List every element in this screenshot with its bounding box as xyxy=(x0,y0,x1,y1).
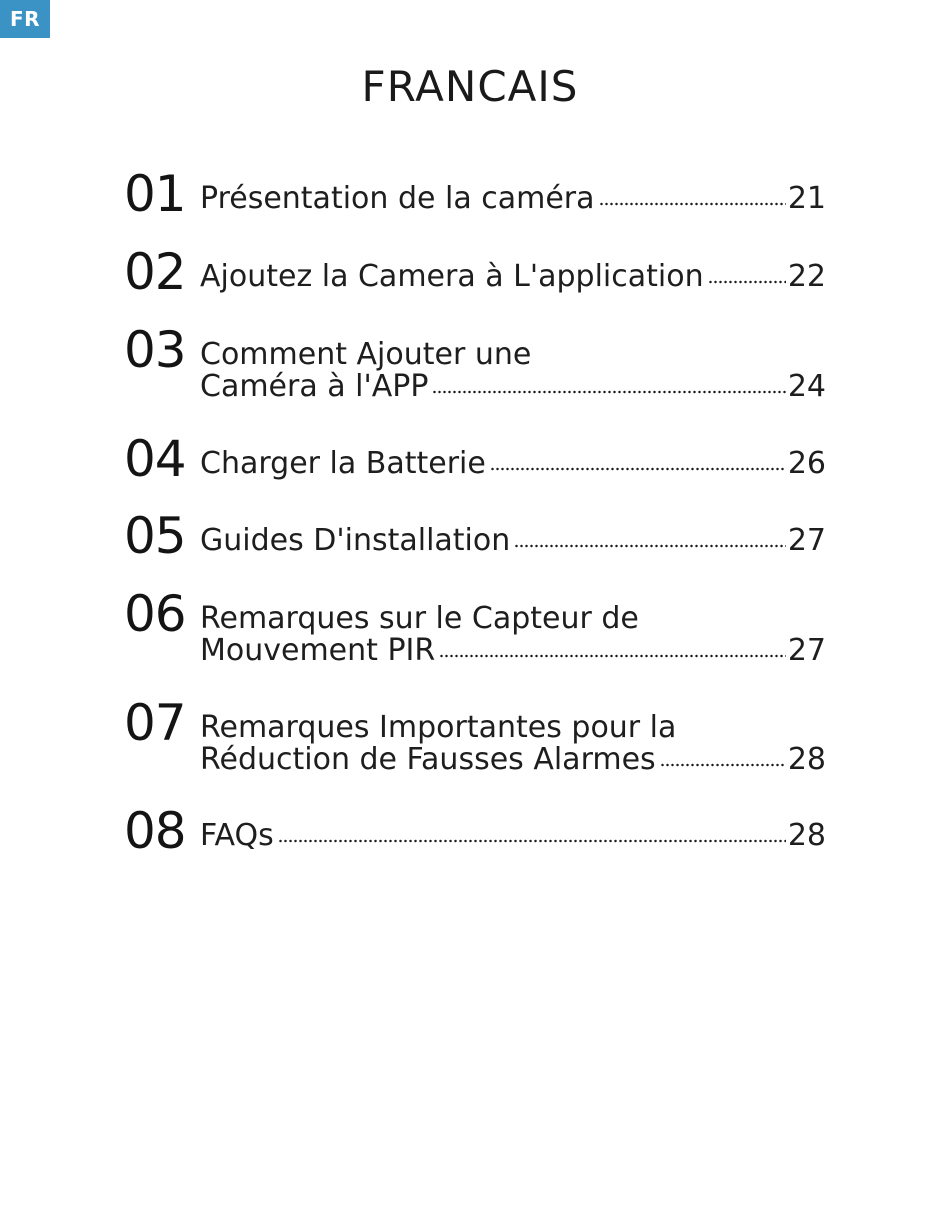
toc-entry-page: 28 xyxy=(787,742,826,777)
dot-leader xyxy=(514,543,786,549)
toc-entry-page: 21 xyxy=(787,181,826,216)
toc-entry-title: Remarques sur le Capteur de xyxy=(200,601,639,636)
toc-entry-title: Guides D'installation xyxy=(200,523,511,558)
toc-entry-number: 07 xyxy=(124,694,186,752)
dot-leader xyxy=(599,201,786,207)
dot-leader xyxy=(439,653,786,659)
toc-entry-page: 28 xyxy=(787,818,826,853)
toc-entry-title-continued: Mouvement PIR xyxy=(200,633,436,668)
toc-entry-number: 06 xyxy=(124,585,186,643)
toc-entry-page: 22 xyxy=(787,259,826,294)
language-badge: FR xyxy=(0,0,50,38)
toc-entry-page: 24 xyxy=(787,369,826,404)
toc-entry-title-continued: Caméra à l'APP xyxy=(200,369,429,404)
toc-entry-page: 26 xyxy=(787,446,826,481)
toc-entry-number: 08 xyxy=(124,802,186,860)
toc-entry-number: 03 xyxy=(124,321,186,379)
toc-entry-title-continued: Réduction de Fausses Alarmes xyxy=(200,742,656,777)
toc-entry-title: FAQs xyxy=(200,818,274,853)
toc-entry-title: Remarques Importantes pour la xyxy=(200,710,677,745)
toc-entry-number: 04 xyxy=(124,430,186,488)
dot-leader xyxy=(660,762,786,768)
dot-leader xyxy=(278,838,786,844)
toc-entry-title: Comment Ajouter une xyxy=(200,337,532,372)
toc-entry-title: Charger la Batterie xyxy=(200,446,486,481)
dot-leader xyxy=(432,389,785,395)
toc-entry-page: 27 xyxy=(787,633,826,668)
toc-entry-number: 02 xyxy=(124,243,186,301)
toc-entry-number: 05 xyxy=(124,507,186,565)
dot-leader xyxy=(490,466,786,472)
dot-leader xyxy=(708,279,786,285)
page-title: FRANCAIS xyxy=(361,62,579,111)
toc-entry-page: 27 xyxy=(787,523,826,558)
toc-entry-title: Présentation de la caméra xyxy=(200,181,595,216)
toc-entry-title: Ajoutez la Camera à L'application xyxy=(200,259,704,294)
toc-entry-number: 01 xyxy=(124,165,186,223)
